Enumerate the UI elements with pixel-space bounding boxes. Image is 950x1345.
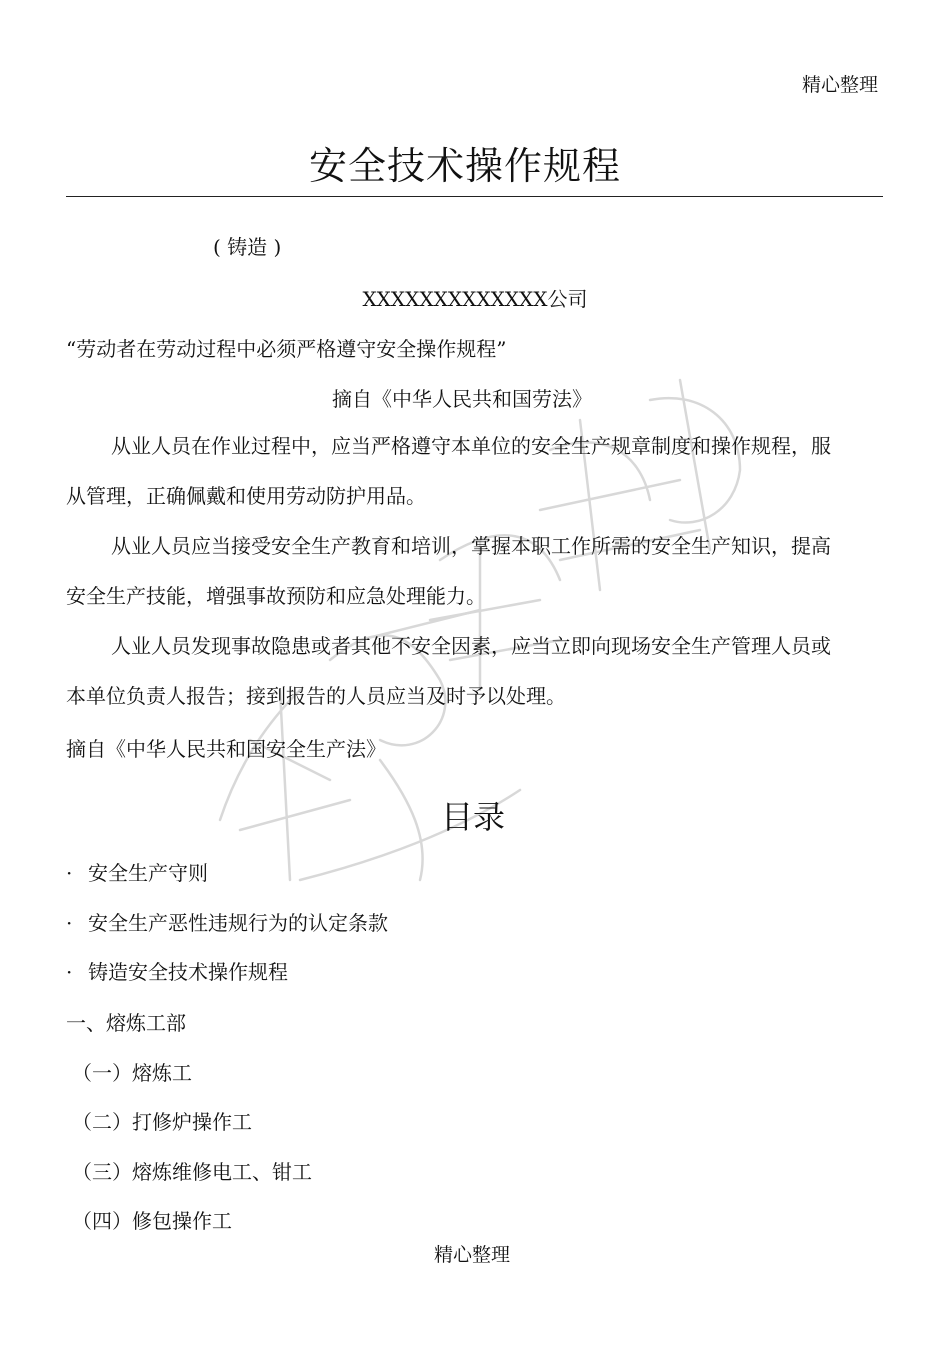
toc-item-label: 铸造安全技术操作规程	[88, 960, 288, 984]
company-name: XXXXXXXXXXXXX公司	[362, 287, 588, 311]
paragraph: 从业人员在作业过程中，应当严格遵守本单位的安全生产规章制度和操作规程，服从管理，正确佩戴和使用劳动防护用品。	[66, 434, 831, 508]
law-source: 摘自《中华人民共和国安全生产法》	[66, 737, 386, 761]
page-title: 安全技术操作规程	[308, 144, 621, 188]
footer-note: 精心整理	[433, 1244, 510, 1266]
subtitle: ( 铸造 )	[213, 235, 282, 259]
toc-sub-item[interactable]: （三）熔炼维修电工、钳工	[72, 1160, 312, 1184]
bullet-glyph: ·	[66, 911, 73, 935]
bullet-glyph: ·	[66, 861, 73, 885]
toc-sub-item[interactable]: （二）打修炉操作工	[72, 1110, 252, 1134]
quote-source: 摘自《中华人民共和国劳法》	[332, 387, 592, 411]
toc-bullet-item[interactable]	[66, 857, 208, 886]
paragraph: 人业人员发现事故隐患或者其他不安全因素，应当立即向现场安全生产管理人员或本单位负责人报告；接到报告的人员应当及时予以处理。	[66, 634, 831, 708]
toc-sub-item[interactable]: （四）修包操作工	[72, 1209, 232, 1233]
toc-item-label: 安全生产恶性违规行为的认定条款	[88, 911, 388, 935]
toc-sub-item[interactable]: （一）熔炼工	[72, 1061, 192, 1085]
toc-bullet-item[interactable]	[66, 956, 288, 985]
bullet-glyph: ·	[66, 960, 73, 984]
paragraph: 从业人员应当接受安全生产教育和培训，掌握本职工作所需的安全生产知识，提高安全生产技能，增强事故预防和应急处理能力。	[66, 534, 831, 608]
labor-law-quote: “劳动者在劳动过程中必须严格遵守安全操作规程”	[66, 337, 507, 361]
toc-bullet-item[interactable]	[66, 907, 388, 936]
header-note: 精心整理	[801, 74, 878, 96]
title-divider	[66, 196, 883, 197]
toc-section-heading[interactable]: 一、熔炼工部	[66, 1011, 186, 1035]
toc-item-label: 安全生产守则	[88, 861, 208, 885]
toc-title: 目录	[440, 798, 505, 836]
